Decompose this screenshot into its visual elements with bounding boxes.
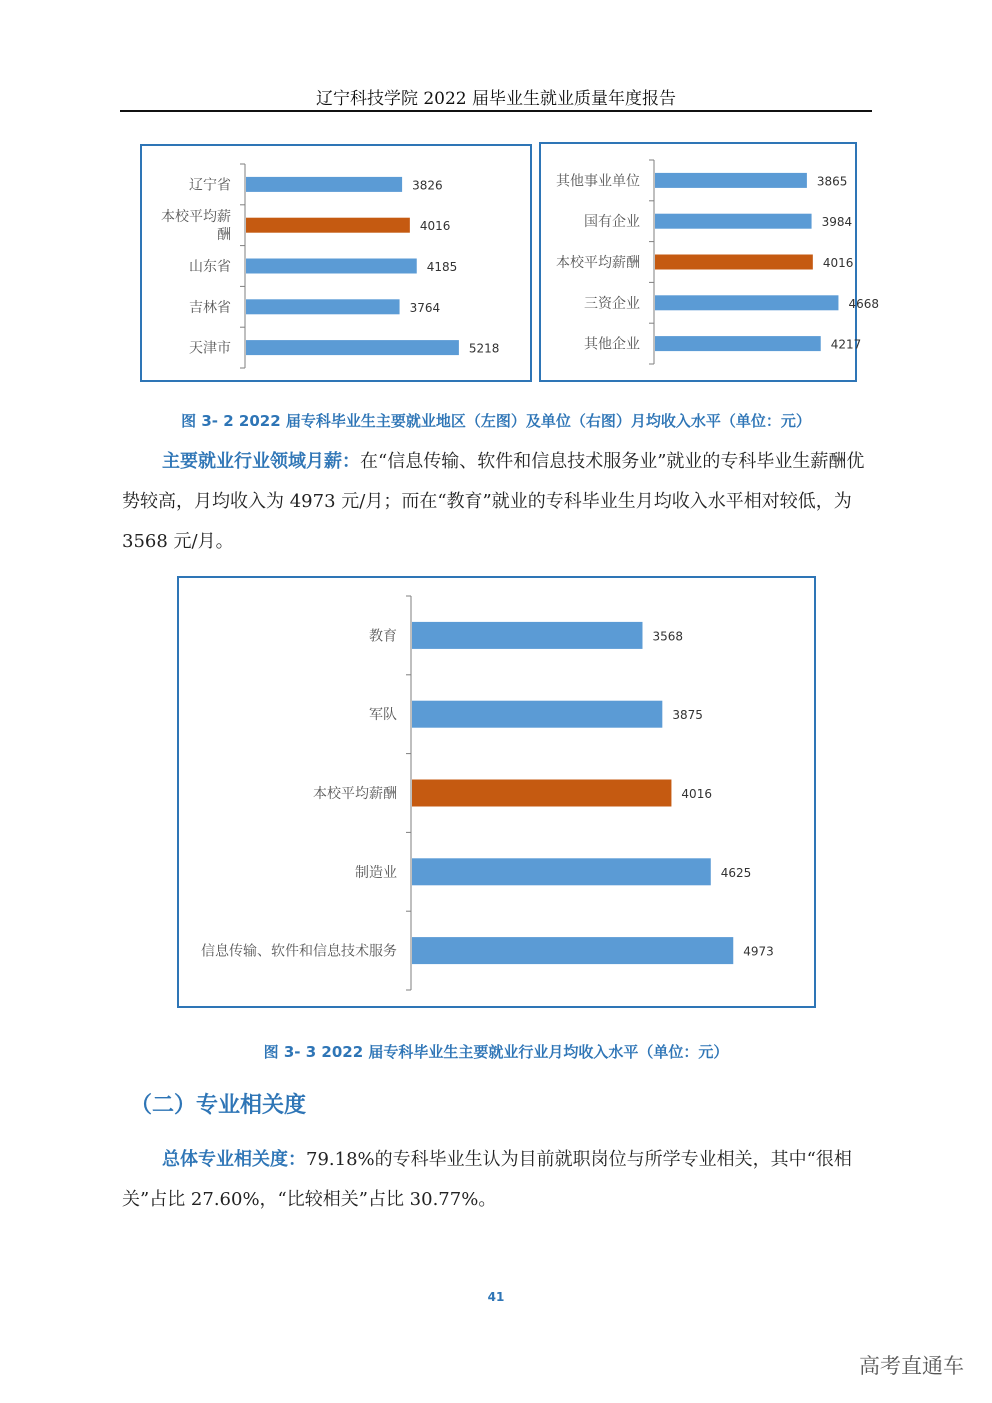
category-label: 天津市 [189,340,231,357]
data-label: 4217 [830,337,862,352]
data-label: 3568 [652,629,684,644]
bar [412,780,671,807]
data-label: 4185 [426,260,458,274]
bar [246,218,410,233]
figure-3-2-caption: 图 3- 2 2022 届专科毕业生主要就业地区（左图）及单位（右图）月均收入水平（单位：元） [181,412,811,430]
category-label: 国有企业 [584,214,640,231]
data-label: 4668 [848,296,879,311]
bar [246,177,402,192]
data-label: 3865 [816,174,848,189]
bar [655,255,813,270]
category-label: 山东省 [189,259,231,275]
header-title: 辽宁科技学院 2022 届毕业生就业质量年度报告 [315,89,677,109]
category-label: 三资企业 [584,295,640,312]
bar [655,336,821,351]
industry-paragraph [122,442,870,562]
watermark: 高考直通车 [859,1354,964,1378]
chart-unit-svg [541,144,879,380]
bar [655,214,812,229]
relevance-lead: 总体专业相关度： [162,1149,306,1170]
data-label: 4973 [743,944,774,959]
category-label: 制造业 [355,864,397,881]
category-label: 教育 [369,628,397,645]
bar [246,299,400,314]
bar [655,295,838,310]
chart-region-svg [142,146,530,380]
data-label: 3826 [412,178,443,193]
page-number: 41 [487,1290,505,1304]
industry-lead: 主要就业行业领域月薪： [162,451,360,472]
category-label: 其他事业单位 [556,173,640,190]
bar [412,622,642,649]
category-label: 其他企业 [584,336,640,353]
category-label: 信息传输、软件和信息技术服务 [201,943,397,960]
data-label: 3984 [821,215,853,230]
bar [412,937,733,964]
chart-industry-svg [179,578,814,1006]
chart-industry [177,576,816,1008]
category-label: 军队 [369,707,397,724]
data-label: 4016 [822,256,854,270]
relevance-paragraph [122,1140,870,1220]
data-label: 4016 [681,787,712,801]
bar [655,173,807,188]
section-heading: （二）专业相关度 [130,1093,307,1118]
data-label: 4016 [419,219,451,234]
data-label: 4625 [720,865,752,880]
bar [246,340,459,355]
industry-text: 在“信息传输、软件和信息技术服务业”就业的专科毕业生薪酬优势较高，月均收入为 4973 元/月；而在“教育”就业的专科毕业生月均收入水平相对较低，为 3568 元/月。 [122,451,865,552]
category-label: 本校平均薪酬 [313,786,397,802]
category-label: 吉林省 [189,299,231,316]
chart-unit [539,142,879,382]
bar [246,259,417,274]
category-label: 本校平均薪酬 [161,209,231,244]
relevance-text: 79.18%的专科毕业生认为目前就职岗位与所学专业相关，其中“很相关”占比 27.60%，“比较相关”占比 30.77%。 [122,1149,852,1210]
figure-3-3-caption: 图 3- 3 2022 届专科毕业生主要就业行业月均收入水平（单位：元） [263,1043,729,1061]
data-label: 5218 [468,341,500,356]
bar [412,858,711,885]
bar [412,701,662,728]
category-label: 本校平均薪酬 [556,255,640,271]
category-label: 辽宁省 [189,177,231,194]
header-rule [120,110,872,112]
data-label: 3875 [672,708,703,723]
data-label: 3764 [409,300,441,315]
chart-region [140,144,532,382]
